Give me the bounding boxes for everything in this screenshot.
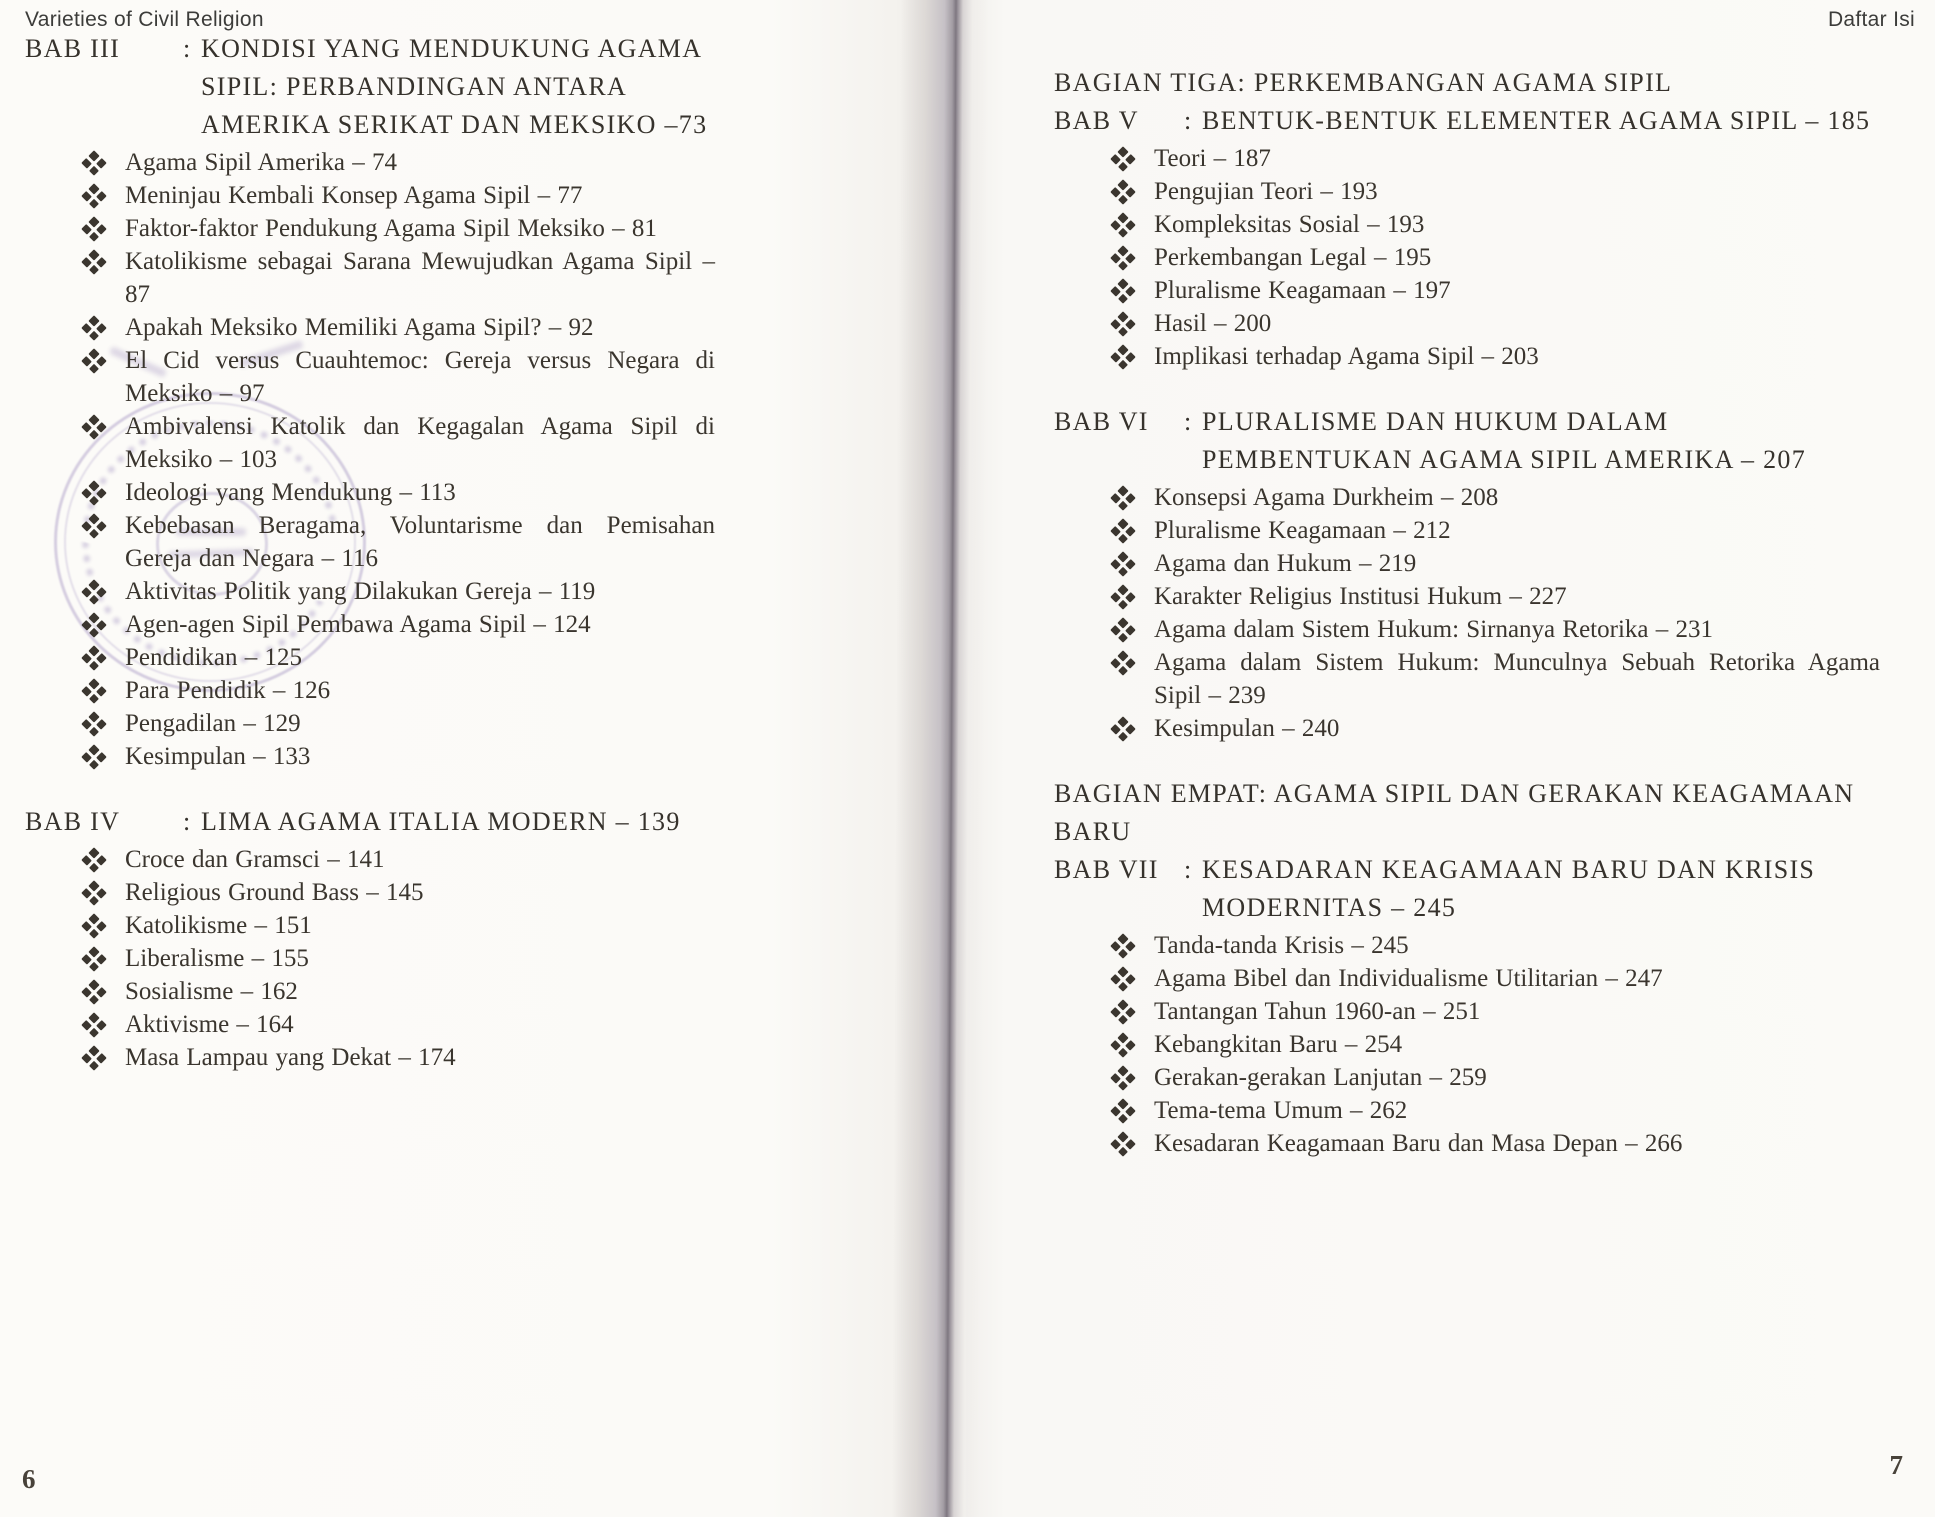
four-diamond-bullet-icon: [1110, 212, 1135, 237]
right-page: [966, 0, 1935, 1517]
four-diamond-bullet-icon: [1110, 551, 1135, 576]
toc-item-text: Katolikisme – 151: [125, 912, 312, 939]
toc-item-text: El Cid versus Cuauhtemoc: Gereja versus Negara di Meksiko – 97: [125, 347, 715, 407]
four-diamond-bullet-icon: [1110, 584, 1135, 609]
binding-gutter-shadow: [891, 0, 989, 1517]
four-diamond-bullet-icon: [1110, 146, 1135, 171]
toc-item: [1112, 307, 1880, 340]
chapter-label: BAB VII: [1054, 855, 1159, 884]
toc-item: [83, 1008, 715, 1041]
toc-item: [83, 942, 715, 975]
four-diamond-bullet-icon: [81, 183, 106, 208]
toc-item: [83, 476, 715, 509]
four-diamond-bullet-icon: [81, 913, 106, 938]
toc-section: [1054, 775, 1880, 1160]
toc-item: [1112, 481, 1880, 514]
toc-item-text: Pendidikan – 125: [125, 644, 302, 671]
toc-item: [1112, 580, 1880, 613]
toc-item: [83, 1041, 715, 1074]
four-diamond-bullet-icon: [81, 880, 106, 905]
toc-item: [1112, 274, 1880, 307]
toc-item: [83, 707, 715, 740]
four-diamond-bullet-icon: [1110, 518, 1135, 543]
toc-item-text: Teori – 187: [1154, 145, 1271, 172]
toc-item: [1112, 340, 1880, 373]
chapter-colon: :: [1184, 106, 1193, 135]
toc-item-text: Pengadilan – 129: [125, 710, 301, 737]
toc-item: [1112, 613, 1880, 646]
toc-right-content: [1054, 64, 1880, 1160]
toc-item-text: Perkembangan Legal – 195: [1154, 244, 1432, 271]
toc-item-text: Implikasi terhadap Agama Sipil – 203: [1154, 343, 1539, 370]
chapter-heading: [25, 803, 715, 841]
chapter-items: [1054, 929, 1880, 1160]
toc-item: [83, 641, 715, 674]
four-diamond-bullet-icon: [1110, 311, 1135, 336]
toc-item: [1112, 995, 1880, 1028]
toc-item-text: Tanda-tanda Krisis – 245: [1154, 932, 1409, 959]
toc-item: [1112, 175, 1880, 208]
toc-item: [1112, 962, 1880, 995]
toc-item-text: Sosialisme – 162: [125, 978, 298, 1005]
four-diamond-bullet-icon: [1110, 278, 1135, 303]
toc-item-text: Aktivisme – 164: [125, 1011, 294, 1038]
part-heading: BAGIAN TIGA: PERKEMBANGAN AGAMA SIPIL: [1054, 68, 1673, 97]
toc-item-text: Pluralisme Keagamaan – 212: [1154, 517, 1451, 544]
toc-item: [83, 344, 715, 410]
toc-item-text: Faktor-faktor Pendukung Agama Sipil Meksiko – 81: [125, 215, 657, 242]
four-diamond-bullet-icon: [1110, 966, 1135, 991]
toc-item-text: Tantangan Tahun 1960-an – 251: [1154, 998, 1481, 1025]
toc-item-text: Aktivitas Politik yang Dilakukan Gereja – 119: [125, 578, 596, 605]
toc-item-text: Tema-tema Umum – 262: [1154, 1097, 1408, 1124]
toc-item-text: Katolikisme sebagai Sarana Mewujudkan Agama Sipil – 87: [125, 248, 715, 308]
toc-item-text: Apakah Meksiko Memiliki Agama Sipil? – 92: [125, 314, 594, 341]
toc-item-text: Agama dan Hukum – 219: [1154, 550, 1417, 577]
toc-item: [1112, 929, 1880, 962]
toc-item-text: Hasil – 200: [1154, 310, 1272, 337]
four-diamond-bullet-icon: [81, 414, 106, 439]
chapter-items: [1054, 142, 1880, 373]
toc-item-text: Masa Lampau yang Dekat – 174: [125, 1044, 456, 1071]
four-diamond-bullet-icon: [81, 150, 106, 175]
four-diamond-bullet-icon: [1110, 485, 1135, 510]
toc-item-text: Croce dan Gramsci – 141: [125, 846, 385, 873]
toc-item-text: Kesadaran Keagamaan Baru dan Masa Depan – 266: [1154, 1130, 1683, 1157]
page-number-left: 6: [22, 1464, 36, 1494]
four-diamond-bullet-icon: [81, 711, 106, 736]
page-number-right: 7: [1889, 1450, 1903, 1480]
toc-section: [1054, 64, 1880, 373]
toc-item-text: Kebebasan Beragama, Voluntarisme dan Pemisahan Gereja dan Negara – 116: [125, 512, 715, 572]
chapter-heading: [25, 30, 715, 144]
toc-item: [1112, 514, 1880, 547]
toc-item-text: Religious Ground Bass – 145: [125, 879, 424, 906]
four-diamond-bullet-icon: [81, 579, 106, 604]
four-diamond-bullet-icon: [1110, 179, 1135, 204]
toc-item-text: Agama Bibel dan Individualisme Utilitarian – 247: [1154, 965, 1663, 992]
toc-item-text: Karakter Religius Institusi Hukum – 227: [1154, 583, 1567, 610]
chapter-heading: [1054, 403, 1880, 479]
chapter-heading: [1054, 102, 1880, 140]
four-diamond-bullet-icon: [81, 1012, 106, 1037]
four-diamond-bullet-icon: [1110, 617, 1135, 642]
chapter-heading: [1054, 851, 1880, 927]
toc-item-text: Pengujian Teori – 193: [1154, 178, 1378, 205]
four-diamond-bullet-icon: [1110, 716, 1135, 741]
toc-item: [1112, 547, 1880, 580]
four-diamond-bullet-icon: [1110, 245, 1135, 270]
four-diamond-bullet-icon: [81, 348, 106, 373]
four-diamond-bullet-icon: [1110, 344, 1135, 369]
toc-section: [1054, 403, 1880, 745]
four-diamond-bullet-icon: [81, 678, 106, 703]
four-diamond-bullet-icon: [81, 513, 106, 538]
toc-item: [83, 179, 715, 212]
chapter-items: [1054, 481, 1880, 745]
running-head-left: Varieties of Civil Religion: [25, 8, 264, 31]
toc-item: [83, 975, 715, 1008]
four-diamond-bullet-icon: [81, 847, 106, 872]
toc-item: [1112, 1028, 1880, 1061]
toc-item-text: Kebangkitan Baru – 254: [1154, 1031, 1403, 1058]
chapter-items: [25, 843, 715, 1074]
toc-item: [1112, 712, 1880, 745]
chapter-colon: :: [183, 807, 192, 836]
toc-item: [83, 410, 715, 476]
four-diamond-bullet-icon: [1110, 1131, 1135, 1156]
toc-item-text: Agama dalam Sistem Hukum: Munculnya Sebuah Retorika Agama Sipil – 239: [1154, 649, 1880, 709]
toc-item: [83, 740, 715, 773]
chapter-title: KESADARAN KEAGAMAAN BARU DAN KRISIS MODERNITAS – 245: [1202, 855, 1816, 922]
toc-item-text: Agama Sipil Amerika – 74: [125, 149, 398, 176]
toc-item-text: Ambivalensi Katolik dan Kegagalan Agama Sipil di Meksiko – 103: [125, 413, 715, 473]
toc-item-text: Para Pendidik – 126: [125, 677, 331, 704]
toc-item: [83, 608, 715, 641]
chapter-items: [25, 146, 715, 773]
chapter-label: BAB IV: [25, 807, 121, 836]
four-diamond-bullet-icon: [81, 946, 106, 971]
toc-item: [1112, 208, 1880, 241]
toc-item: [83, 575, 715, 608]
toc-item: [83, 509, 715, 575]
toc-item: [1112, 1094, 1880, 1127]
part-heading: BAGIAN EMPAT: AGAMA SIPIL DAN GERAKAN KEAGAMAAN BARU: [1054, 779, 1855, 846]
toc-item-text: Kesimpulan – 133: [125, 743, 311, 770]
chapter-title: PLURALISME DAN HUKUM DALAM PEMBENTUKAN AGAMA SIPIL AMERIKA – 207: [1202, 407, 1807, 474]
left-page: [0, 0, 940, 1517]
toc-item: [1112, 1127, 1880, 1160]
chapter-label: BAB III: [25, 34, 121, 63]
toc-item: [83, 843, 715, 876]
toc-item-text: Pluralisme Keagamaan – 197: [1154, 277, 1451, 304]
toc-item-text: Gerakan-gerakan Lanjutan – 259: [1154, 1064, 1487, 1091]
chapter-colon: :: [1184, 407, 1193, 436]
four-diamond-bullet-icon: [81, 979, 106, 1004]
toc-item: [83, 146, 715, 179]
four-diamond-bullet-icon: [81, 216, 106, 241]
toc-item: [83, 311, 715, 344]
toc-item-text: Liberalisme – 155: [125, 945, 309, 972]
four-diamond-bullet-icon: [81, 744, 106, 769]
toc-item-text: Agama dalam Sistem Hukum: Sirnanya Retorika – 231: [1154, 616, 1713, 643]
toc-item: [1112, 142, 1880, 175]
four-diamond-bullet-icon: [1110, 1065, 1135, 1090]
four-diamond-bullet-icon: [1110, 1032, 1135, 1057]
four-diamond-bullet-icon: [81, 612, 106, 637]
chapter-colon: :: [1184, 855, 1193, 884]
toc-section: [25, 803, 715, 1074]
running-head-right: Daftar Isi: [1827, 8, 1915, 31]
toc-item-text: Kompleksitas Sosial – 193: [1154, 211, 1425, 238]
toc-item: [1112, 1061, 1880, 1094]
chapter-title: BENTUK-BENTUK ELEMENTER AGAMA SIPIL – 185: [1202, 106, 1871, 135]
toc-section: [25, 30, 715, 773]
toc-item-text: Ideologi yang Mendukung – 113: [125, 479, 456, 506]
toc-item: [83, 909, 715, 942]
toc-item-text: Agen-agen Sipil Pembawa Agama Sipil – 124: [125, 611, 591, 638]
chapter-label: BAB V: [1054, 106, 1139, 135]
toc-item: [83, 212, 715, 245]
toc-item-text: Konsepsi Agama Durkheim – 208: [1154, 484, 1499, 511]
four-diamond-bullet-icon: [81, 1045, 106, 1070]
four-diamond-bullet-icon: [1110, 1098, 1135, 1123]
chapter-title: LIMA AGAMA ITALIA MODERN – 139: [201, 807, 681, 836]
toc-left-content: [25, 30, 715, 1074]
four-diamond-bullet-icon: [81, 480, 106, 505]
chapter-title: KONDISI YANG MENDUKUNG AGAMA SIPIL: PERBANDINGAN ANTARA AMERIKA SERIKAT DAN MEKSIKO –73: [201, 34, 708, 139]
toc-item: [83, 876, 715, 909]
four-diamond-bullet-icon: [81, 645, 106, 670]
four-diamond-bullet-icon: [1110, 933, 1135, 958]
toc-item: [1112, 646, 1880, 712]
toc-item-text: Kesimpulan – 240: [1154, 715, 1340, 742]
four-diamond-bullet-icon: [1110, 650, 1135, 675]
toc-item: [83, 245, 715, 311]
toc-item-text: Meninjau Kembali Konsep Agama Sipil – 77: [125, 182, 583, 209]
chapter-colon: :: [183, 34, 192, 63]
chapter-label: BAB VI: [1054, 407, 1149, 436]
four-diamond-bullet-icon: [81, 249, 106, 274]
four-diamond-bullet-icon: [1110, 999, 1135, 1024]
toc-item: [1112, 241, 1880, 274]
toc-item: [83, 674, 715, 707]
four-diamond-bullet-icon: [81, 315, 106, 340]
